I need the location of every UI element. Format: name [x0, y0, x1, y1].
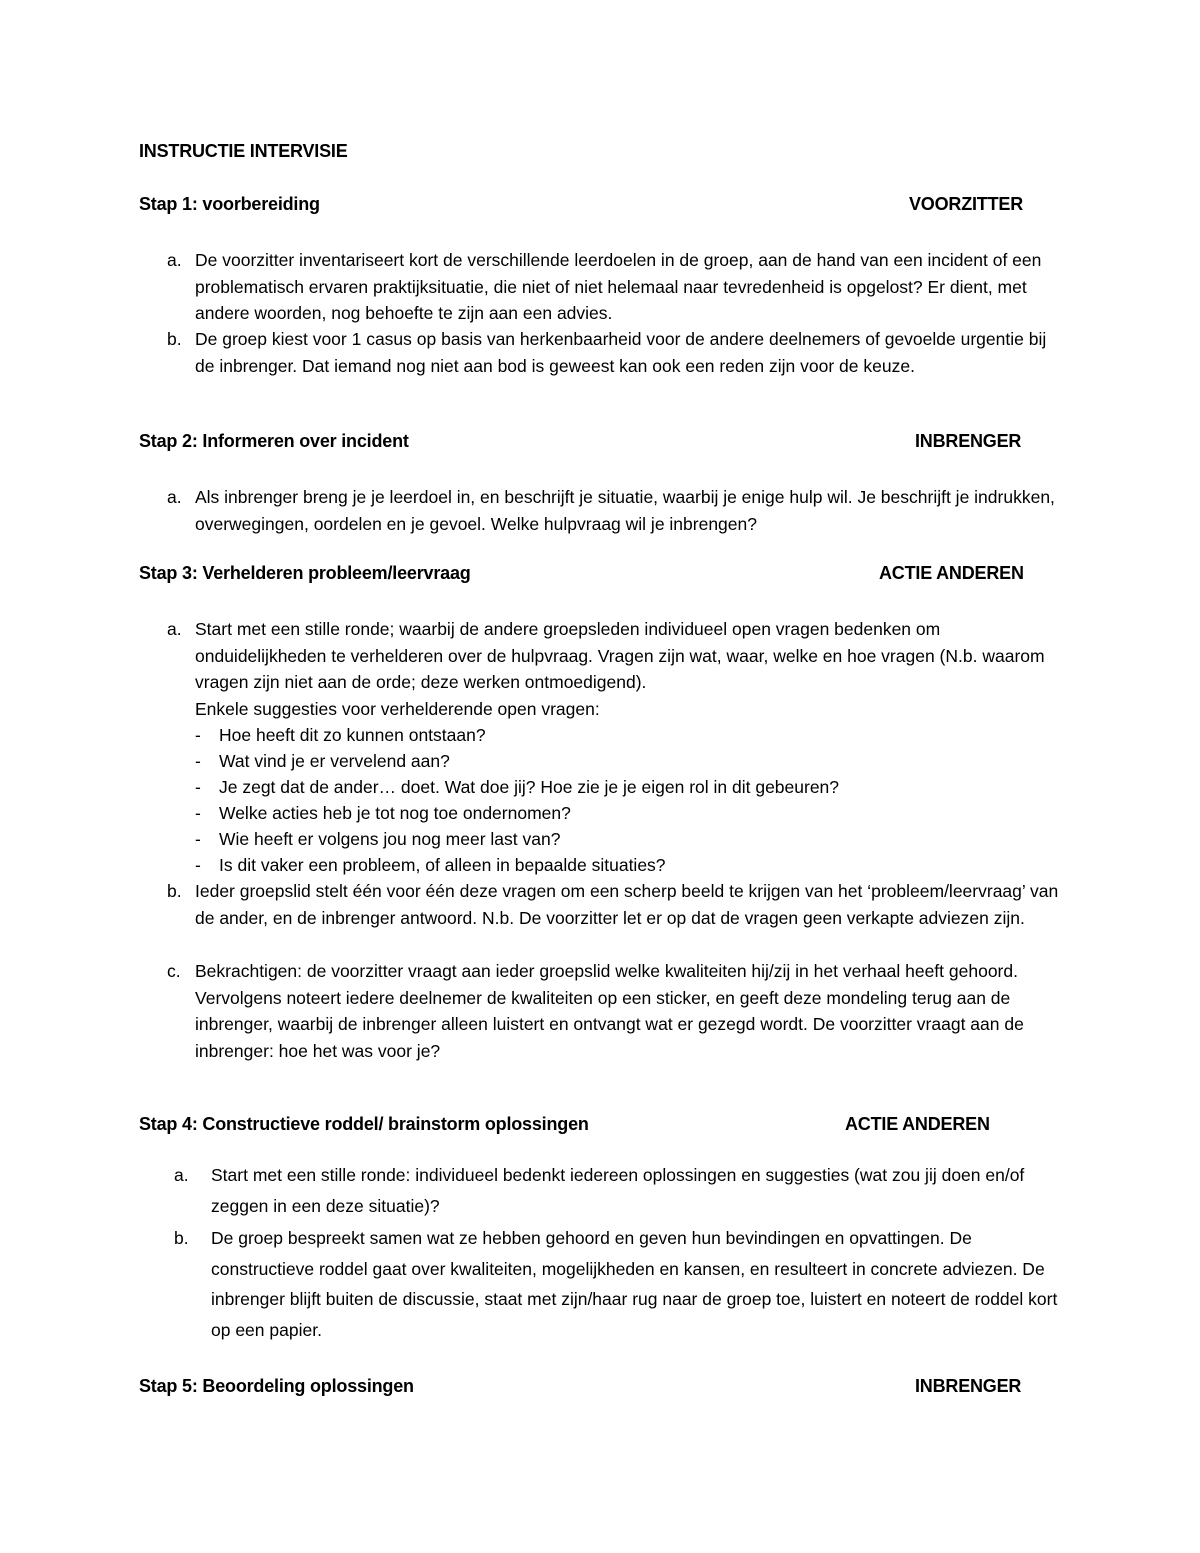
step-3-item-a	[167, 616, 1062, 878]
list-item: - Je zegt dat de ander… doet. Wat doe jij? Hoe zie je je eigen rol in dit gebeuren?	[167, 774, 1062, 800]
item-marker: b.	[167, 881, 182, 901]
dash-bullet: -	[195, 855, 201, 875]
item-marker: a.	[167, 619, 182, 639]
step-2-item-a	[167, 484, 1062, 537]
step-3-title: Stap 3: Verhelderen probleem/leervraag	[139, 563, 471, 583]
item-marker: a.	[167, 250, 182, 270]
item-text: De voorzitter inventariseert kort de verschillende leerdoelen in de groep, aan de hand van een incident of een problematisch ervaren praktijksituatie, die niet of niet helemaal naar tevredenheid is opgelost? Er dient, met andere woorden, nog behoefte te zijn aan een advies.	[195, 250, 1042, 323]
dash-bullet: -	[195, 751, 201, 771]
step-4-item-a	[174, 1160, 1062, 1221]
step-4-item-b	[174, 1223, 1062, 1345]
list-item: - Wie heeft er volgens jou nog meer last van?	[167, 826, 1062, 852]
item-text: De groep kiest voor 1 casus op basis van herkenbaarheid voor de andere deelnemers of gevoelde urgentie bij de inbrenger. Dat iemand nog niet aan bod is geweest kan ook een reden zijn voor de keuze.	[195, 329, 1047, 376]
step-5-title: Stap 5: Beoordeling oplossingen	[139, 1376, 414, 1396]
document-title: INSTRUCTIE INTERVISIE	[139, 141, 348, 161]
step-4-title: Stap 4: Constructieve roddel/ brainstorm oplossingen	[139, 1114, 589, 1134]
step-3-item-c	[167, 958, 1062, 1064]
suggestions-list	[167, 722, 1062, 878]
list-item: - Wat vind je er vervelend aan?	[167, 748, 1062, 774]
step-3-heading	[139, 563, 1039, 584]
item-text: Start met een stille ronde; waarbij de andere groepsleden individueel open vragen bedenken om onduidelijkheden te verhelderen over de hulpvraag. Vragen zijn wat, waar, welke en hoe vragen (N.b. waarom vragen zijn niet aan de orde; deze werken ontmoedigend).	[195, 619, 1045, 692]
list-item: - Is dit vaker een probleem, of alleen in bepaalde situaties?	[167, 852, 1062, 878]
step-1-item-b	[167, 326, 1062, 379]
item-marker: b.	[167, 329, 182, 349]
list-item: - Hoe heeft dit zo kunnen ontstaan?	[167, 722, 1062, 748]
item-text: Bekrachtigen: de voorzitter vraagt aan ieder groepslid welke kwaliteiten hij/zij in het verhaal heeft gehoord. Vervolgens noteert iedere deelnemer de kwaliteiten op een sticker, en geeft deze mondeling terug aan de inbrenger, waarbij de inbrenger alleen luistert en ontvangt wat er gezegd wordt. De voorzitter vraagt aan de inbrenger: hoe het was voor je?	[195, 961, 1024, 1061]
step-4-role: ACTIE ANDEREN	[845, 1114, 990, 1134]
dash-bullet: -	[195, 803, 201, 823]
step-2-title: Stap 2: Informeren over incident	[139, 431, 409, 451]
item-text: Als inbrenger breng je je leerdoel in, en beschrijft je situatie, waarbij je enige hulp wil. Je beschrijft je indrukken, overwegingen, oordelen en je gevoel. Welke hulpvraag wil je inbrengen?	[195, 487, 1055, 534]
dash-bullet: -	[195, 725, 201, 745]
list-item: - Welke acties heb je tot nog toe ondernomen?	[167, 800, 1062, 826]
step-4-heading	[139, 1114, 1039, 1135]
step-2-heading	[139, 431, 1039, 452]
item-text: Ieder groepslid stelt één voor één deze vragen om een scherp beeld te krijgen van het ‘probleem/leervraag’ van de ander, en de inbrenger antwoord. N.b. De voorzitter let er op dat de vragen geen verkapte adviezen zijn.	[195, 881, 1059, 928]
step-1-title: Stap 1: voorbereiding	[139, 194, 320, 214]
item-text: De groep bespreekt samen wat ze hebben gehoord en geven hun bevindingen en opvattingen. De constructieve roddel gaat over kwaliteiten, mogelijkheden en kansen, en resulteert in concrete adviezen. De inbrenger blijft buiten de discussie, staat met zijn/haar rug naar de groep toe, luistert en noteert de roddel kort op een papier.	[211, 1228, 1058, 1340]
item-marker: a.	[174, 1165, 189, 1185]
item-text: Start met een stille ronde: individueel bedenkt iedereen oplossingen en suggesties (wat zou jij doen en/of zeggen in een deze situatie)?	[211, 1165, 1025, 1216]
dash-bullet: -	[195, 777, 201, 797]
item-marker: c.	[167, 961, 181, 981]
suggestions-intro: Enkele suggesties voor verhelderende open vragen:	[195, 698, 600, 719]
step-1-role: VOORZITTER	[909, 194, 1023, 214]
step-5-role: INBRENGER	[915, 1376, 1022, 1396]
dash-bullet: -	[195, 829, 201, 849]
step-1-item-a	[167, 247, 1062, 327]
step-1-heading	[139, 194, 1039, 215]
item-marker: a.	[167, 487, 182, 507]
step-3-role: ACTIE ANDEREN	[879, 563, 1024, 583]
step-3-item-b	[167, 878, 1062, 931]
step-5-heading	[139, 1376, 1039, 1397]
item-marker: b.	[174, 1228, 189, 1248]
step-2-role: INBRENGER	[915, 431, 1022, 451]
